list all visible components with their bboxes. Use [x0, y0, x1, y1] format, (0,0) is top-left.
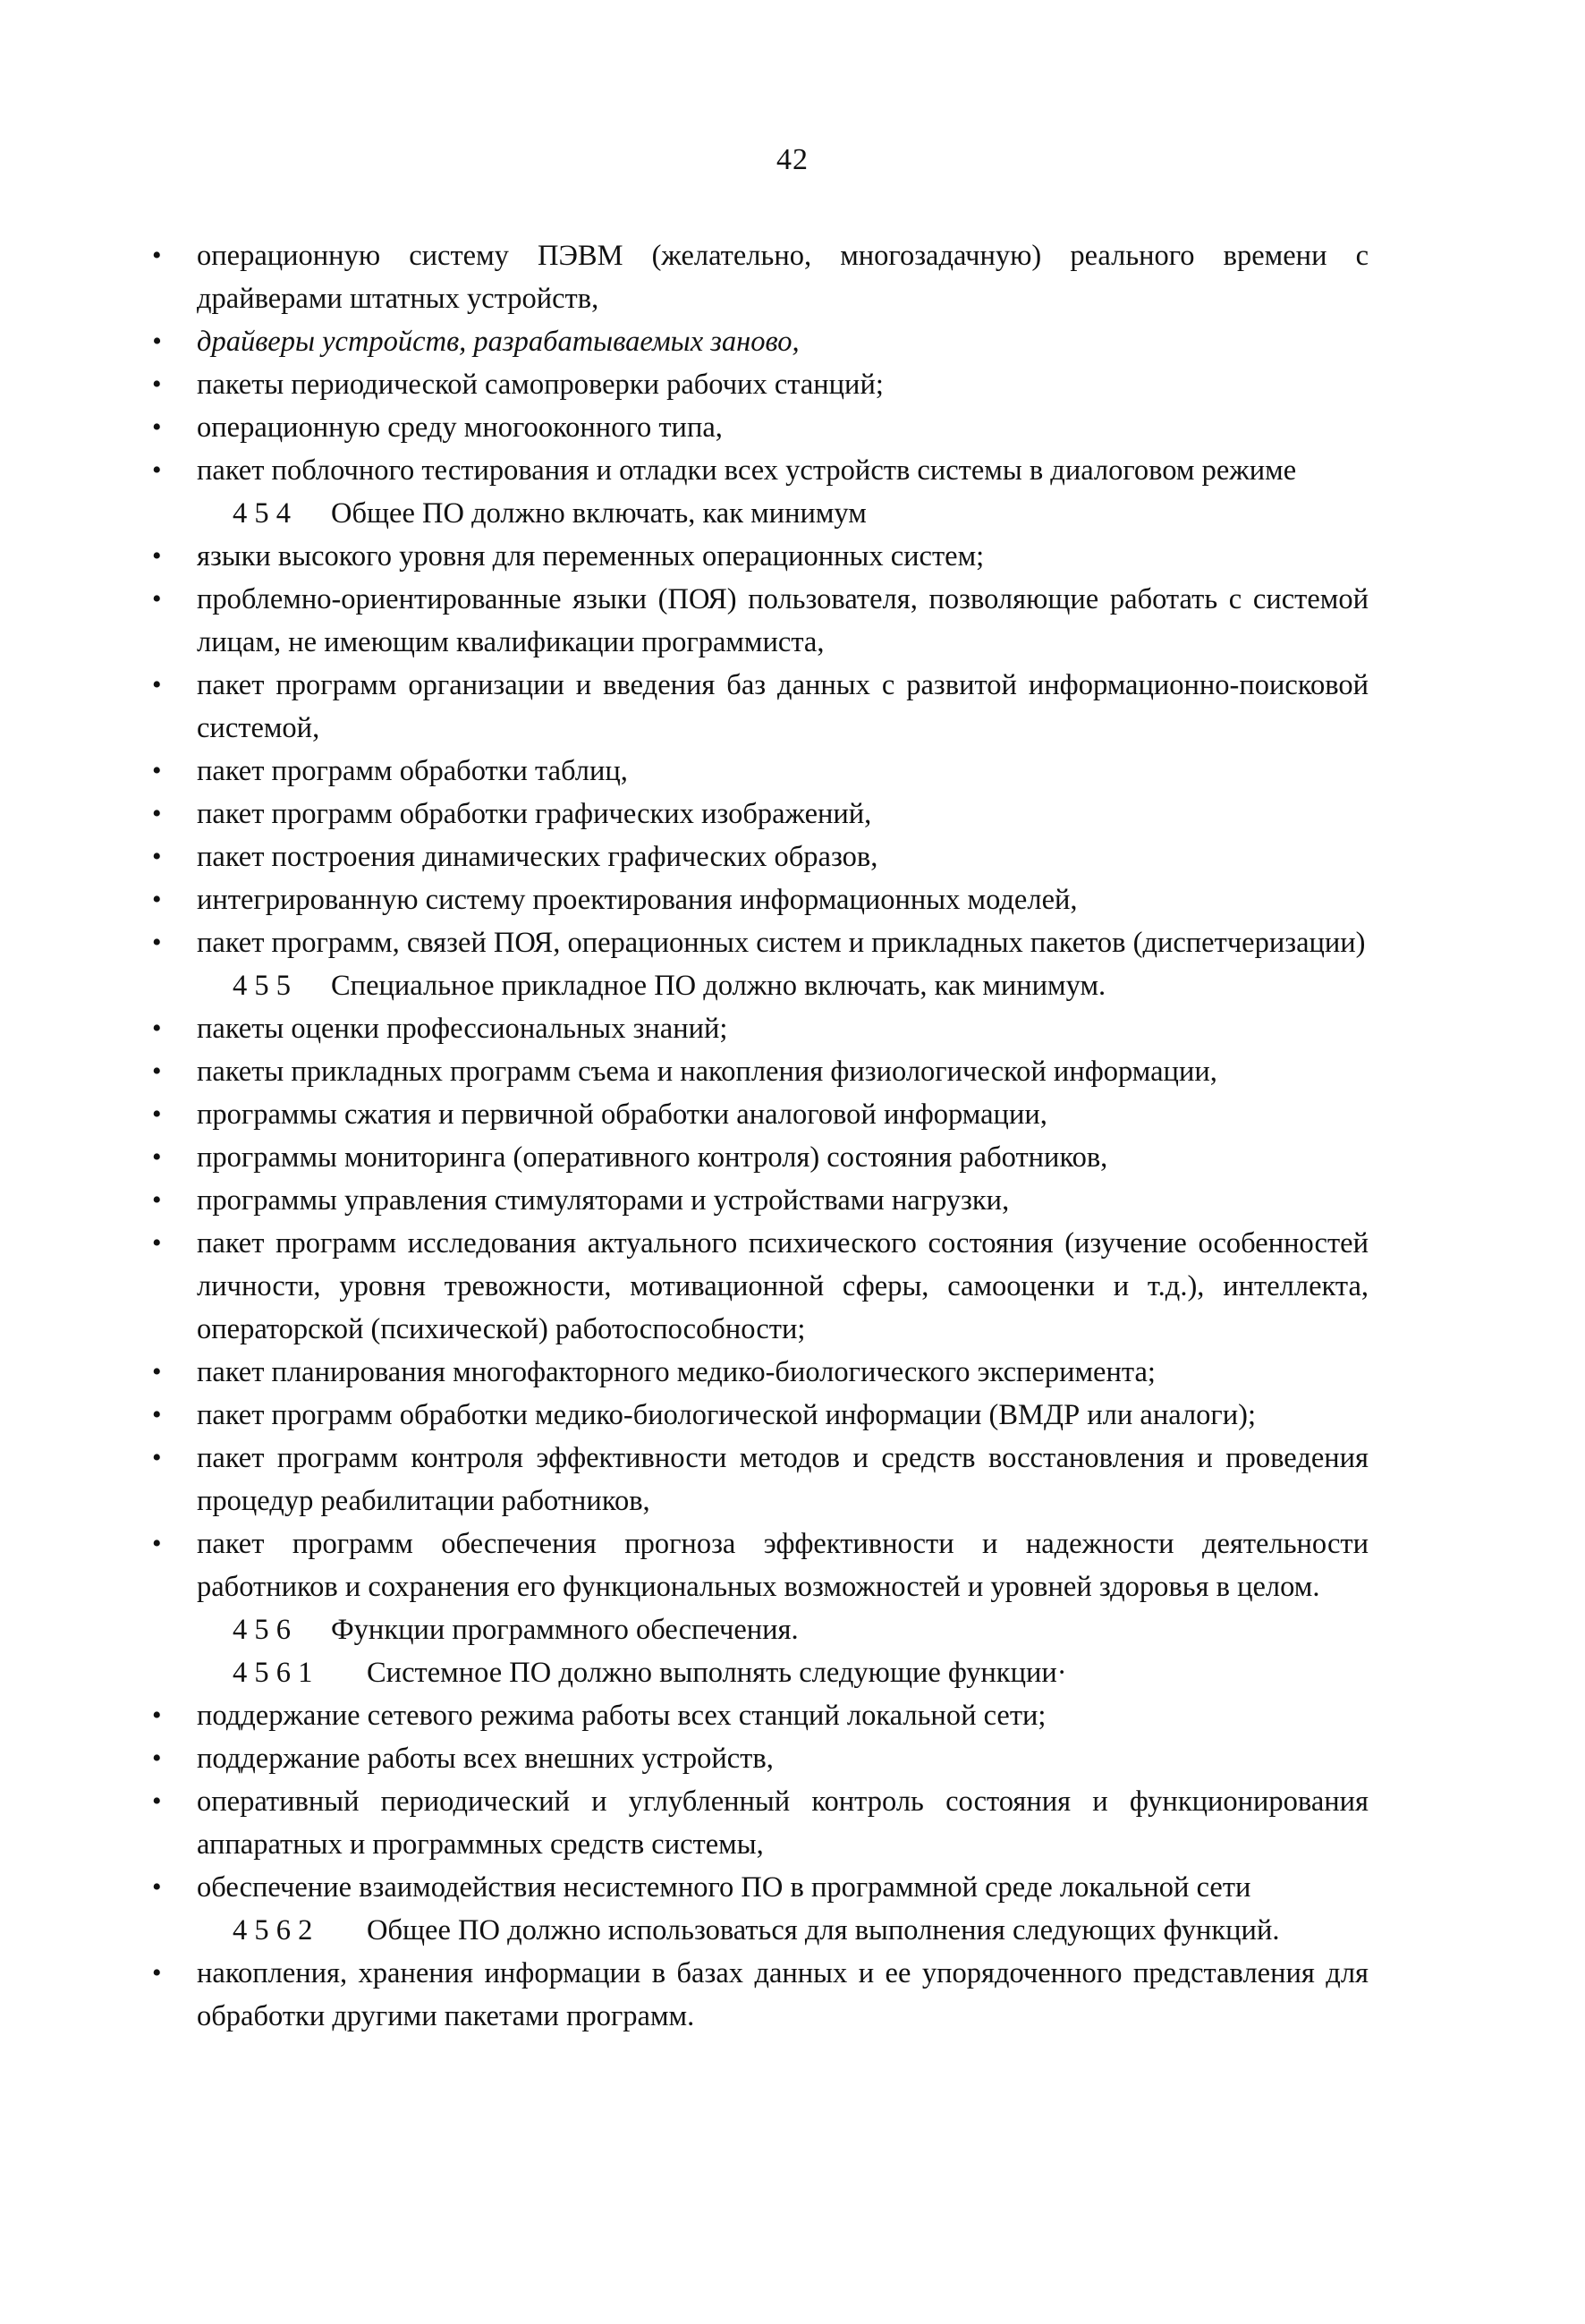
list-item-text: программы управления стимуляторами и устройствами нагрузки,	[197, 1184, 1010, 1217]
list-block-1	[134, 234, 1369, 492]
list-item	[134, 1093, 1369, 1136]
list-item	[134, 1394, 1369, 1437]
list-item	[134, 1522, 1369, 1608]
list-item-text: пакеты периодической самопроверки рабочих станций;	[197, 369, 884, 401]
section-heading-454	[134, 492, 1369, 535]
list-item-text: поддержание сетевого режима работы всех станций локальной сети;	[197, 1700, 1047, 1732]
list-item-text: пакет программ исследования актуального психического состояния (изучение особенностей личности, уровня тревожности, мотивационной сферы, самооценки и т.д.), интеллекта, операторской (психической) работоспособности;	[197, 1227, 1369, 1345]
list-item	[134, 1952, 1369, 2038]
section-heading-text: Специальное прикладное ПО должно включать, как минимум.	[331, 970, 1106, 1002]
bullet-icon: •	[152, 1743, 162, 1773]
bullet-icon: •	[152, 1228, 162, 1258]
list-item-text: пакет программ контроля эффективности методов и средств восстановления и проведения процедур реабилитации работников,	[197, 1442, 1369, 1517]
list-item-text: пакет программ организации и введения баз данных с развитой информационно-поисковой системой,	[197, 669, 1369, 744]
page-number: 42	[776, 143, 809, 176]
section-heading-4561	[134, 1651, 1369, 1694]
list-item	[134, 1050, 1369, 1093]
list-block-2	[134, 535, 1369, 964]
list-item-text: пакет программ обработки графических изображений,	[197, 798, 872, 830]
list-item	[134, 835, 1369, 878]
list-item	[134, 1737, 1369, 1780]
list-block-5	[134, 1952, 1369, 2038]
bullet-icon: •	[152, 241, 162, 270]
list-item-text: операционную среду многооконного типа,	[197, 411, 723, 444]
list-item	[134, 664, 1369, 750]
bullet-icon: •	[152, 541, 162, 571]
section-number: 4 5 6	[233, 1614, 291, 1646]
bullet-icon: •	[152, 670, 162, 700]
section-number: 4 5 5	[233, 970, 291, 1002]
list-item-text: пакет программ, связей ПОЯ, операционных систем и прикладных пакетов (диспетчеризации)	[197, 927, 1366, 959]
bullet-icon: •	[152, 1529, 162, 1558]
list-item-text: пакет построения динамических графических образов,	[197, 841, 878, 873]
list-item-text: пакеты прикладных программ съема и накопления физиологической информации,	[197, 1056, 1217, 1088]
list-block-4	[134, 1694, 1369, 1909]
list-item-text: операционную систему ПЭВМ (желательно, многозадачную) реального времени с драйверами штатных устройств,	[197, 240, 1369, 315]
list-item-text: драйверы устройств, разрабатываемых заново,	[197, 326, 800, 358]
list-item-text: накопления, хранения информации в базах данных и ее упорядоченного представления для обработки другими пакетами программ.	[197, 1957, 1369, 2032]
list-item-text: программы мониторинга (оперативного контроля) состояния работников,	[197, 1141, 1108, 1174]
bullet-icon: •	[152, 1443, 162, 1472]
list-item	[134, 793, 1369, 835]
list-item-text: оперативный периодический и углубленный контроль состояния и функционирования аппаратных и программных средств системы,	[197, 1785, 1369, 1861]
bullet-icon: •	[152, 1872, 162, 1902]
bullet-icon: •	[152, 885, 162, 914]
list-item	[134, 535, 1369, 578]
bullet-icon: •	[152, 1958, 162, 1988]
list-item	[134, 750, 1369, 793]
list-item-text: программы сжатия и первичной обработки аналоговой информации,	[197, 1098, 1047, 1131]
list-item	[134, 406, 1369, 449]
list-item-text: пакет программ обработки таблиц,	[197, 755, 628, 787]
list-item	[134, 1351, 1369, 1394]
list-item-text: пакет планирования многофакторного медико-биологического эксперимента;	[197, 1356, 1156, 1388]
list-item	[134, 1007, 1369, 1050]
list-item	[134, 320, 1369, 363]
list-item-text: пакеты оценки профессиональных знаний;	[197, 1013, 728, 1045]
list-item	[134, 921, 1369, 964]
bullet-icon: •	[152, 842, 162, 871]
bullet-icon: •	[152, 369, 162, 399]
list-item	[134, 1780, 1369, 1866]
list-item-text: языки высокого уровня для переменных операционных систем;	[197, 540, 985, 573]
bullet-icon: •	[152, 1099, 162, 1129]
section-heading-text: Общее ПО должно включать, как минимум	[331, 497, 867, 530]
list-item	[134, 1437, 1369, 1522]
bullet-icon: •	[152, 1786, 162, 1816]
list-item	[134, 1179, 1369, 1222]
bullet-icon: •	[152, 1400, 162, 1429]
bullet-icon: •	[152, 928, 162, 957]
list-item	[134, 1222, 1369, 1351]
list-item-text: обеспечение взаимодействия несистемного ПО в программной среде локальной сети	[197, 1871, 1251, 1904]
list-item	[134, 363, 1369, 406]
list-item-text: поддержание работы всех внешних устройств,	[197, 1743, 774, 1775]
list-item-text: интегрированную систему проектирования информационных моделей,	[197, 884, 1078, 916]
list-item-text: пакет программ обеспечения прогноза эффективности и надежности деятельности работников и сохранения его функциональных возможностей и уровней здоровья в целом.	[197, 1528, 1369, 1603]
section-number: 4 5 6 1	[233, 1657, 313, 1689]
bullet-icon: •	[152, 1701, 162, 1730]
list-item	[134, 878, 1369, 921]
section-heading-text: Общее ПО должно использоваться для выполнения следующих функций.	[367, 1914, 1280, 1947]
list-item-text: пакет программ обработки медико-биологической информации (ВМДР или аналоги);	[197, 1399, 1256, 1431]
section-heading-4562	[134, 1909, 1369, 1952]
bullet-icon: •	[152, 756, 162, 785]
document-body	[134, 234, 1369, 2038]
bullet-icon: •	[152, 455, 162, 485]
bullet-icon: •	[152, 1142, 162, 1172]
bullet-icon: •	[152, 1357, 162, 1387]
bullet-icon: •	[152, 799, 162, 828]
section-number: 4 5 4	[233, 497, 291, 530]
bullet-icon: •	[152, 1014, 162, 1043]
list-item-text: пакет поблочного тестирования и отладки всех устройств системы в диалоговом режиме	[197, 454, 1297, 487]
list-item-text: проблемно-ориентированные языки (ПОЯ) пользователя, позволяющие работать с системой лицам, не имеющим квалификации программиста,	[197, 583, 1369, 658]
list-item	[134, 1866, 1369, 1909]
bullet-icon: •	[152, 1185, 162, 1215]
bullet-icon: •	[152, 1056, 162, 1086]
section-heading-text: Системное ПО должно выполнять следующие функции·	[367, 1657, 1067, 1689]
section-heading-text: Функции программного обеспечения.	[331, 1614, 799, 1646]
list-item	[134, 1694, 1369, 1737]
section-heading-456	[134, 1608, 1369, 1651]
list-item	[134, 578, 1369, 664]
bullet-icon: •	[152, 412, 162, 442]
bullet-icon: •	[152, 584, 162, 614]
list-item	[134, 234, 1369, 320]
bullet-icon: •	[152, 327, 162, 356]
list-item	[134, 449, 1369, 492]
list-block-3	[134, 1007, 1369, 1608]
section-number: 4 5 6 2	[233, 1914, 313, 1947]
list-item	[134, 1136, 1369, 1179]
section-heading-455	[134, 964, 1369, 1007]
